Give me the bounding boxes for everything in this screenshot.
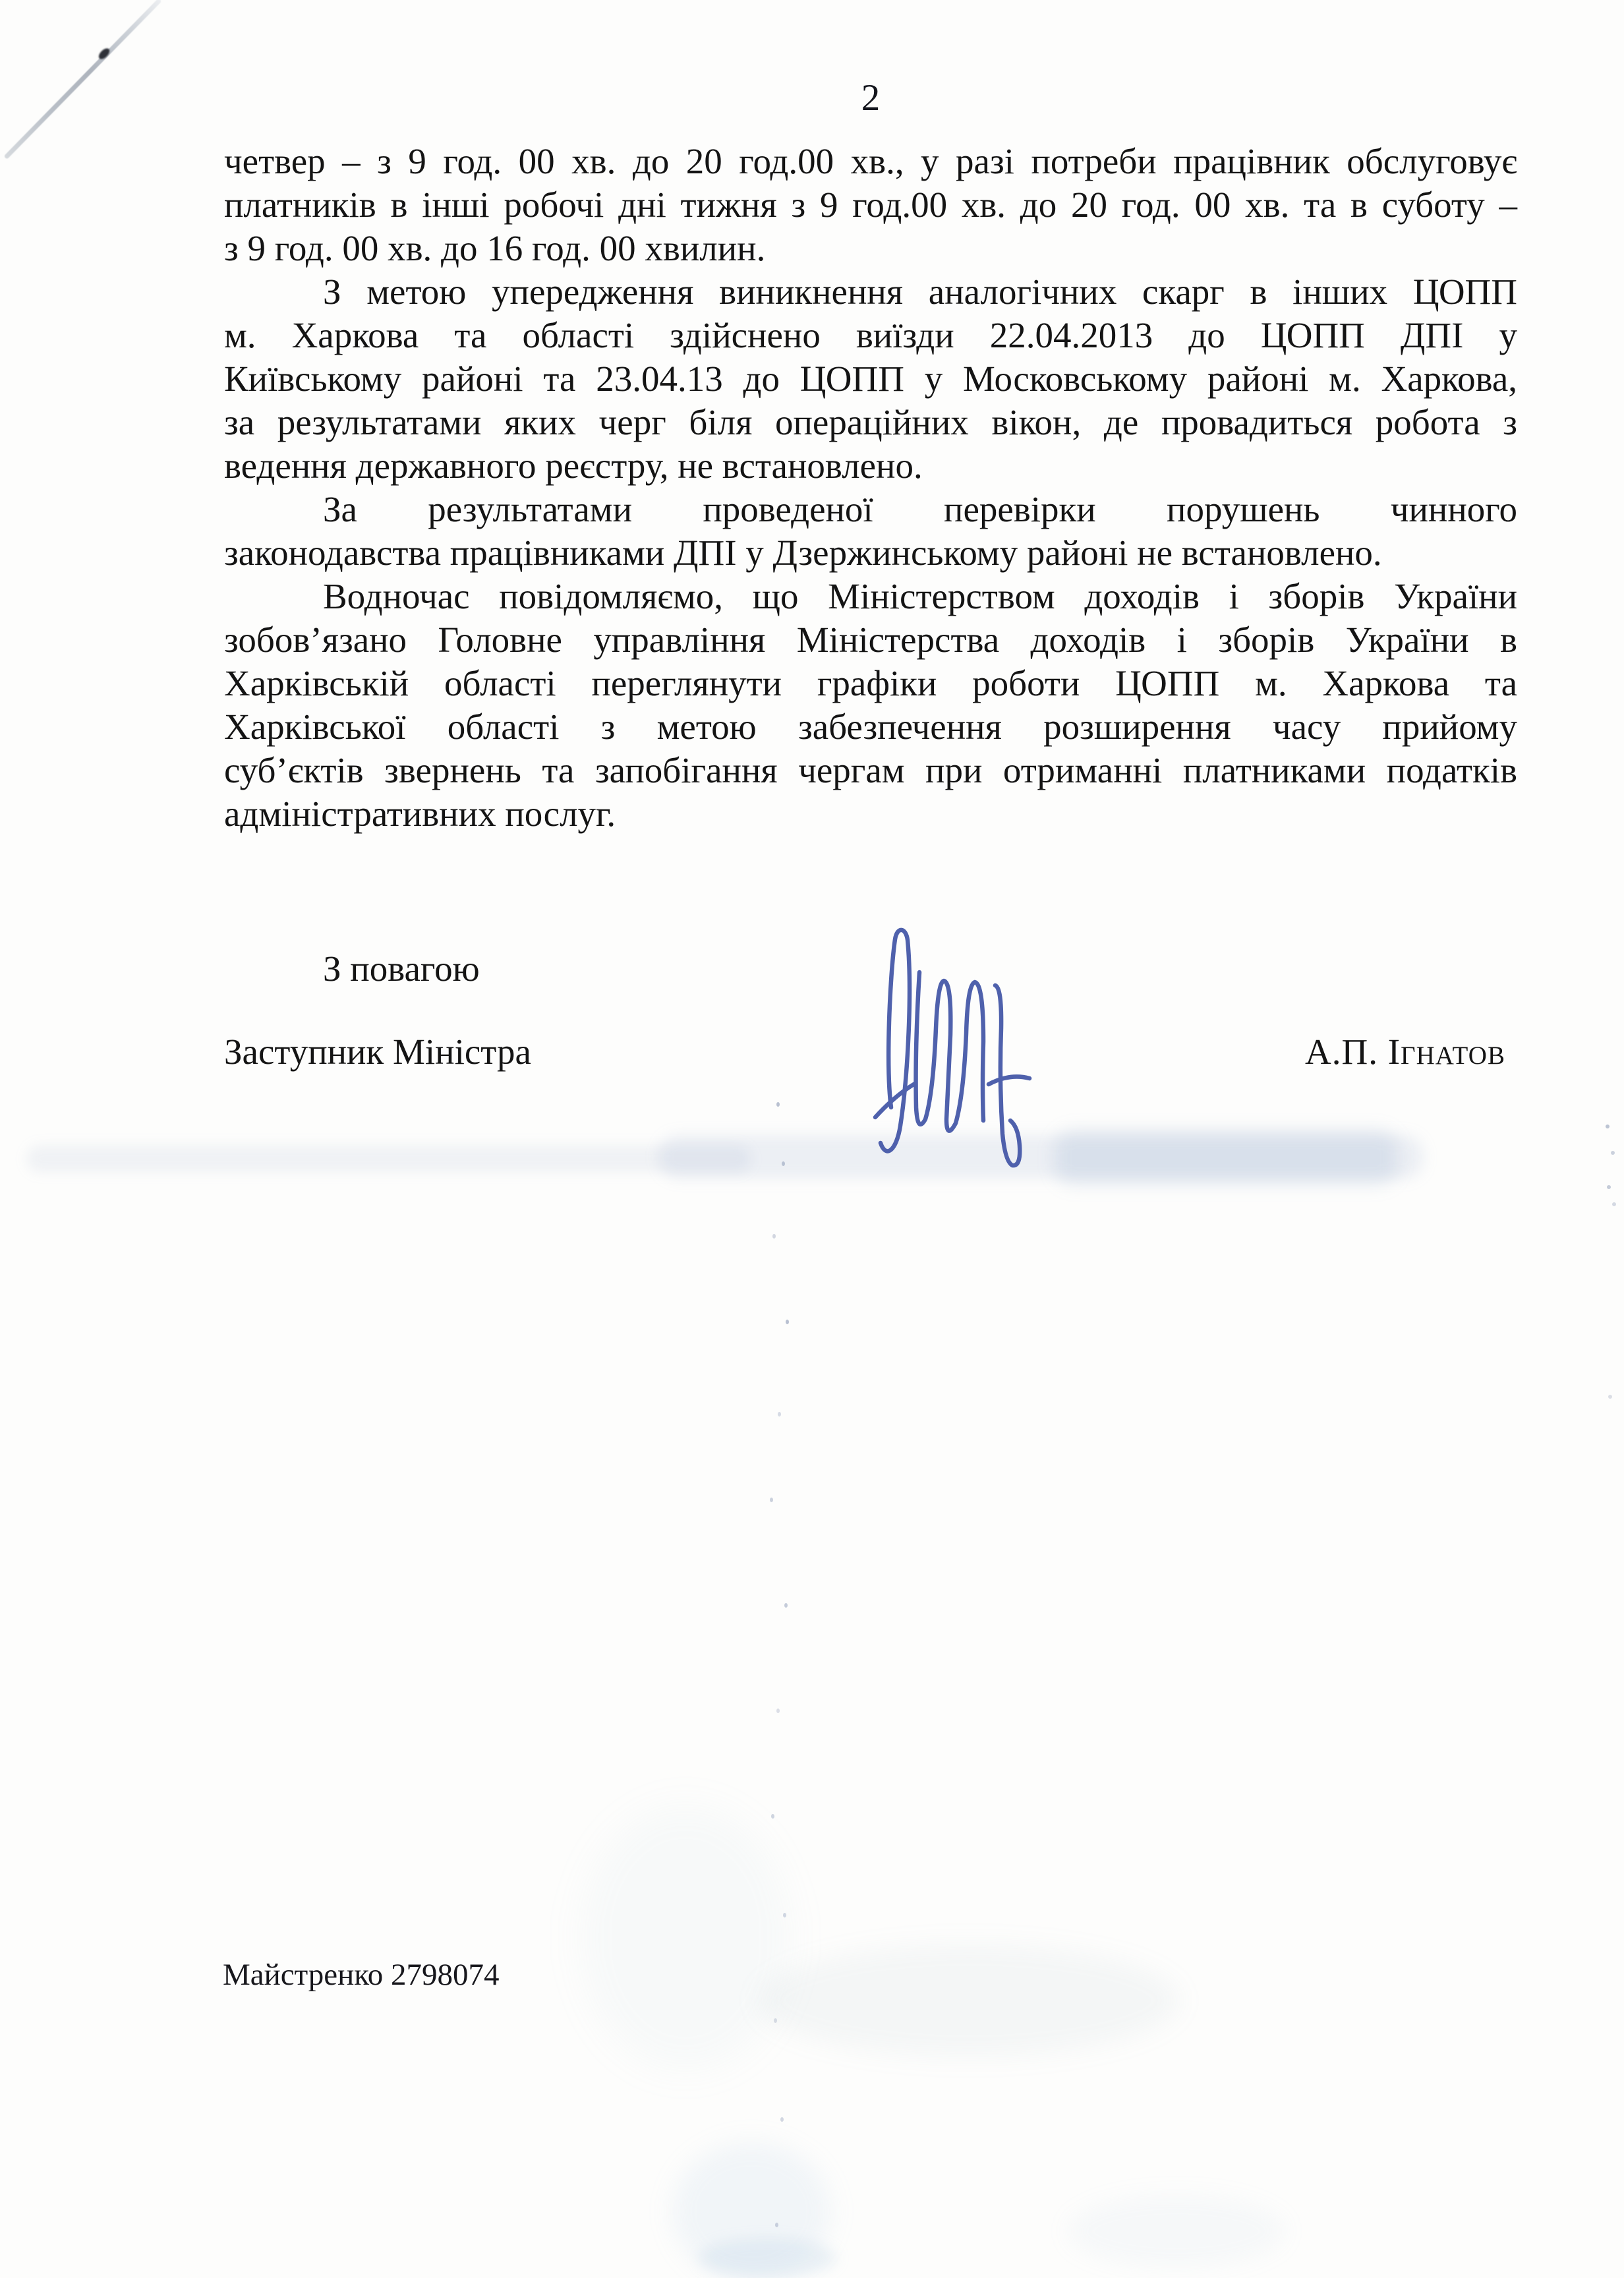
scan-artifact-smudge-band <box>1055 1130 1397 1185</box>
handwritten-signature <box>857 916 1055 1186</box>
signature-stroke <box>875 1084 915 1117</box>
scan-artifact-corner-crease <box>3 0 161 160</box>
body-line: Київському районі та 23.04.13 до ЦОПП у Московському районі м. Харкова, <box>224 359 1517 399</box>
scan-artifact-edge-specks <box>1606 1124 1610 1128</box>
scan-artifact-smudge <box>580 1806 791 2070</box>
signature-stroke <box>989 1076 1030 1084</box>
signature-stroke <box>881 930 910 1152</box>
scan-artifact-smudge <box>699 2238 837 2278</box>
body-line: адміністративних послуг. <box>224 794 616 834</box>
body-line: ведення державного реєстру, не встановлено. <box>224 446 923 486</box>
body-line: м. Харкова та області здійснено виїзди 22.04.2013 до ЦОПП ДПІ у <box>224 315 1517 355</box>
letter-body <box>224 140 1517 836</box>
body-line: законодавства працівниками ДПІ у Дзержинському районі не встановлено. <box>224 533 1382 573</box>
body-line: за результатами яких черг біля операційних вікон, де провадиться робота з <box>224 402 1517 442</box>
closing-salutation: З повагою <box>323 949 480 989</box>
signer-name: А.П. Ігнатов <box>1305 1032 1505 1072</box>
body-line: Харківській області переглянути графіки роботи ЦОПП м. Харкова та <box>224 663 1517 703</box>
body-line: Харківської області з метою забезпечення розширення часу прийому <box>224 707 1517 747</box>
page-number: 2 <box>861 77 881 119</box>
scan-artifact-smudge <box>1068 2195 1285 2267</box>
body-line: За результатами проведеної перевірки порушень чинного <box>323 489 1517 529</box>
signature-stroke <box>916 972 983 1131</box>
body-line: З метою упередження виникнення аналогічних скарг в інших ЦОПП <box>323 272 1517 312</box>
scan-artifact-smudge-band <box>26 1145 751 1173</box>
scan-artifact-fold-specks <box>776 1102 780 1107</box>
body-line: платників в інші робочі дні тижня з 9 год.00 хв. до 20 год. 00 хв. та в суботу – <box>224 185 1517 225</box>
body-line: суб’єктів звернень та запобігання чергам при отриманні платниками податків <box>224 750 1517 790</box>
footer-reference: Майстренко 2798074 <box>223 1958 500 1992</box>
body-line: Водночас повідомляємо, що Міністерством доходів і зборів України <box>323 576 1517 616</box>
body-line: з 9 год. 00 хв. до 16 год. 00 хвилин. <box>224 228 766 268</box>
body-line: четвер – з 9 год. 00 хв. до 20 год.00 хв., у разі потреби працівник обслуговує <box>224 141 1517 181</box>
scan-artifact-smudge <box>758 1944 1180 2057</box>
signer-title: Заступник Міністра <box>224 1032 531 1072</box>
body-line: зобов’язано Головне управління Міністерства доходів і зборів України в <box>224 620 1517 660</box>
